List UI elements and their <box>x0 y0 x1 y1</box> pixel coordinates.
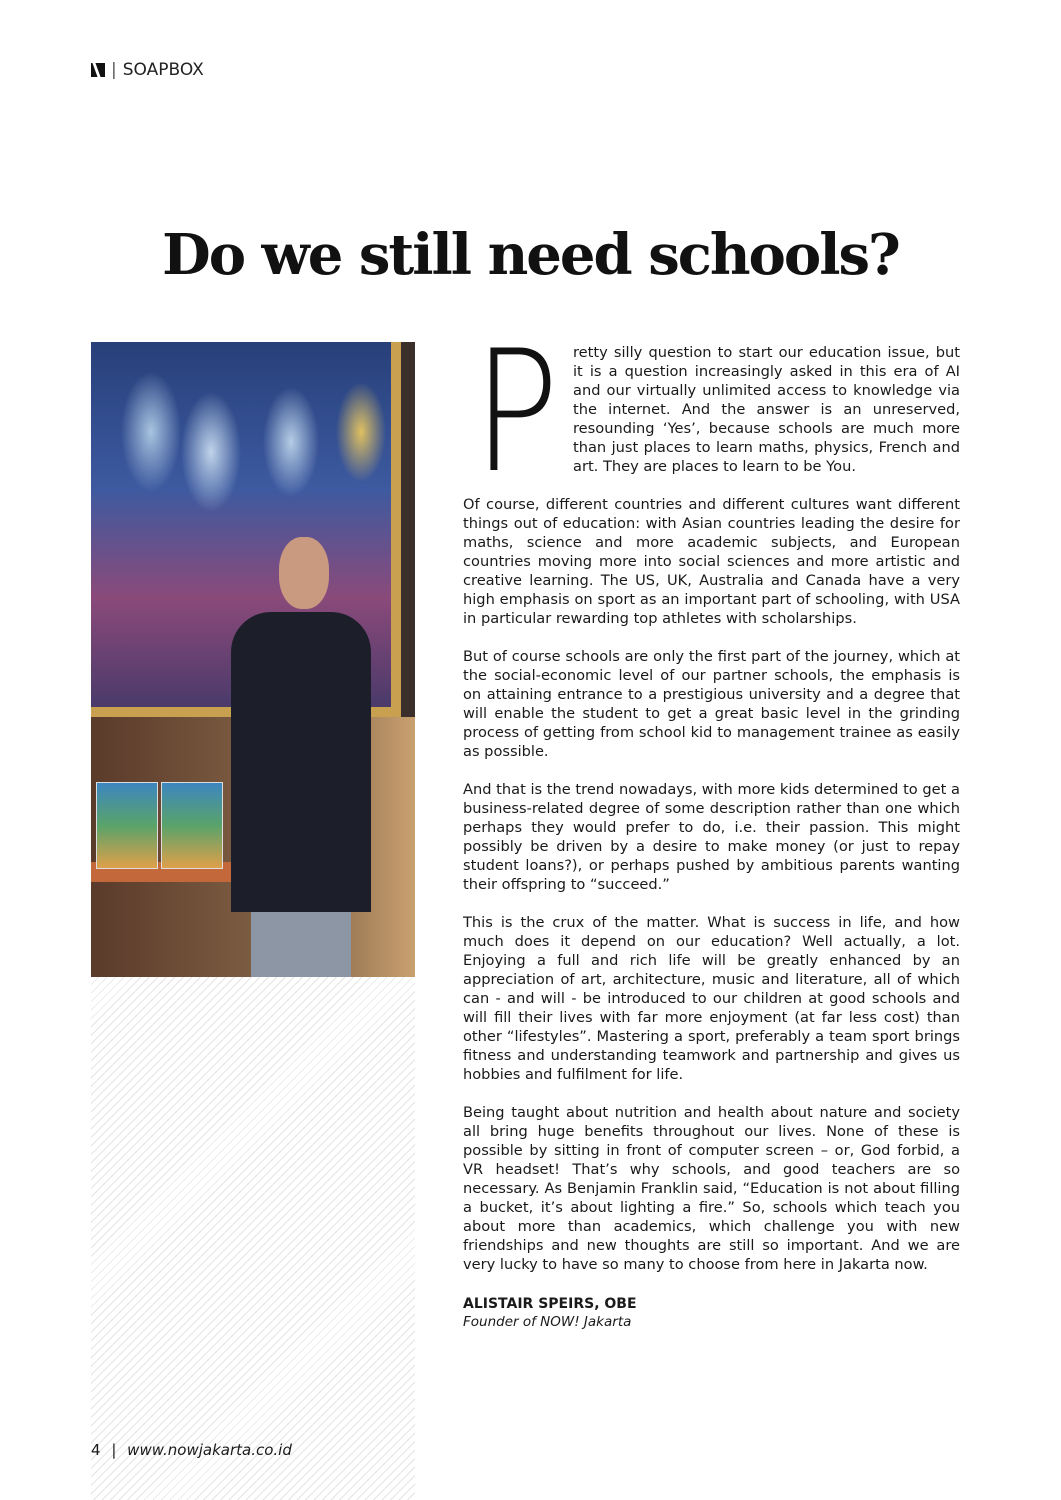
footer-separator: | <box>111 1441 117 1459</box>
photo-person-head <box>279 537 329 609</box>
author-photo <box>91 342 415 977</box>
page-footer <box>91 1441 292 1459</box>
signature <box>463 1296 637 1330</box>
now-logo-icon <box>91 63 105 77</box>
article-title: Do we still need schools? <box>162 222 899 288</box>
section-label: SOAPBOX <box>122 60 204 80</box>
magazine-image <box>96 782 158 869</box>
hatch-pattern <box>91 977 415 1500</box>
photo-person-legs <box>251 902 351 977</box>
website-link[interactable]: www.nowjakarta.co.id <box>127 1441 292 1459</box>
paragraph: But of course schools are only the first part of the journey, which at the social-economic level of our partner schools, the emphasis is on attaining entrance to a prestigious university and a degree that will enable the student to get a great basic level in the grinding process of getting from school kid to management trainee as easily as possible. <box>463 648 960 760</box>
paragraph-text: retty silly question to start our education issue, but it is a question increasingly asked in this era of AI and our virtually unlimited access to knowledge via the internet. And the answer is an unreserved, resounding ‘Yes’, because schools are much more than just places to learn maths, physics, French and art. They are places to learn to be You. <box>573 344 960 475</box>
paragraph <box>463 314 960 510</box>
header-separator: | <box>111 60 117 80</box>
section-header <box>91 60 204 80</box>
paragraph: Of course, different countries and different cultures want different things out of education: with Asian countries leading the desire for maths, science and more academic subjects, and European countries moving more into social sciences and more artistic and creative learning. The US, UK, Australia and Canada have a very high emphasis on sport as an important part of schooling, with USA in particular rewarding top athletes with scholarships. <box>463 496 960 627</box>
author-name: ALISTAIR SPEIRS, OBE <box>463 1296 637 1312</box>
page-number: 4 <box>91 1441 101 1459</box>
author-role: Founder of NOW! Jakarta <box>463 1314 632 1330</box>
paragraph: This is the crux of the matter. What is success in life, and how much does it depend on our education? Well actually, a lot. Enjoying a full and rich life will be greatly enhanced by an appreciation of art, architecture, music and literature, all of which can - and will - be introduced to our children at good schools and will fill their lives with far more enjoyment (at far less cost) than other “lifestyles”. Mastering a sport, preferably a team sport brings fitness and understanding teamwork and partnership and gives us hobbies and fulfilment for life. <box>463 914 960 1083</box>
paragraph: Being taught about nutrition and health about nature and society all bring huge benefits throughout our lives. None of these is possible by sitting in front of computer screen – or, God forbid, a VR headset! That’s why schools, and good teachers are so necessary. As Benjamin Franklin said, “Education is not about filling a bucket, it’s about lighting a fire.” So, schools which teach you about more than academics, which challenge you with new friendships and new thoughts are still so important. And we are very lucky to have so many to choose from here in Jakarta now. <box>463 1104 960 1273</box>
article-body <box>463 314 960 1293</box>
drop-cap: P <box>473 314 560 510</box>
photo-person <box>231 612 371 912</box>
magazine-image <box>161 782 223 869</box>
paragraph: And that is the trend nowadays, with more kids determined to get a business-related degree of some description rather than one which perhaps they would prefer to do, i.e. their passion. This might possibly be driven by a desire to make money (or just to repay student loans?), or perhaps pushed by ambitious parents wanting their offspring to “succeed.” <box>463 781 960 893</box>
